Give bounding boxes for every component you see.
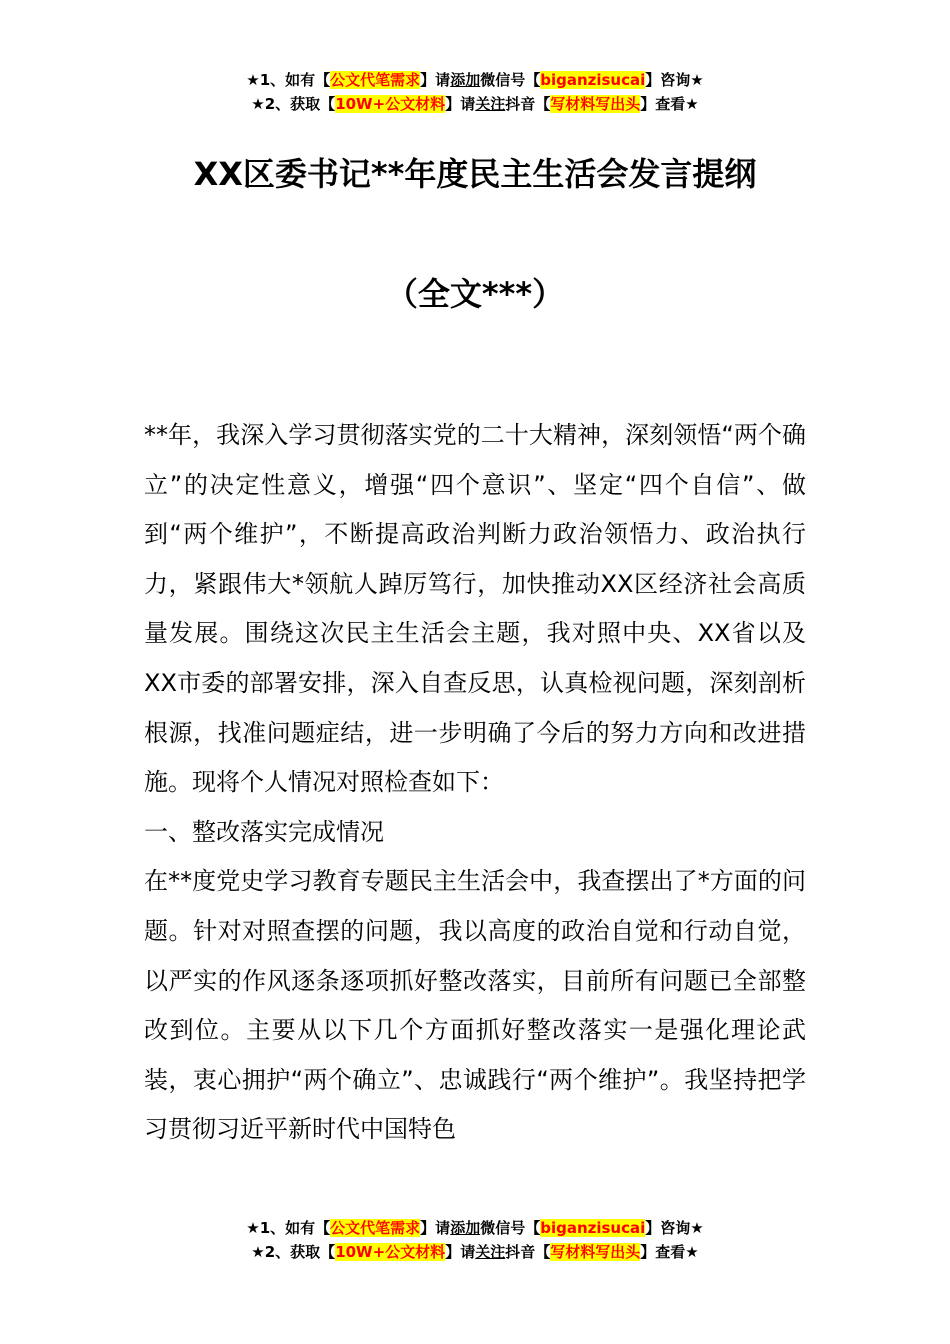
banner-text: 抖音【 (505, 1243, 551, 1261)
banner-text: 微信号【 (480, 1219, 541, 1237)
banner-text: ★2、获取【 (251, 95, 336, 113)
banner-text: 微信号【 (480, 71, 541, 89)
banner-text: 抖音【 (505, 95, 551, 113)
banner-text: 】咨询★ (645, 71, 704, 89)
underlined-text: 关注 (475, 95, 506, 113)
highlight-text: 写材料写出头 (550, 95, 641, 113)
highlight-text: 公文代笔需求 (330, 71, 421, 89)
footer-banner (0, 1216, 950, 1264)
banner-text: 】查看★ (640, 95, 699, 113)
banner-line-1 (0, 1216, 950, 1240)
section-heading: 一、整改落实完成情况 (144, 817, 384, 846)
banner-line-2 (0, 92, 950, 116)
banner-text: 】请 (420, 71, 451, 89)
highlight-text: biganzisucai (540, 71, 646, 89)
banner-text: 】咨询★ (645, 1219, 704, 1237)
highlight-text: biganzisucai (540, 1219, 646, 1237)
underlined-text: 关注 (475, 1243, 506, 1261)
document-subtitle: （全文***） (385, 275, 565, 313)
banner-text: 】请 (445, 1243, 476, 1261)
banner-text: 】请 (420, 1219, 451, 1237)
banner-text: ★1、如有【 (246, 71, 331, 89)
highlight-text: 写材料写出头 (550, 1243, 641, 1261)
banner-line-2 (0, 1240, 950, 1264)
highlight-text: 10W+公文材料 (335, 1243, 446, 1261)
banner-text: 】查看★ (640, 1243, 699, 1261)
banner-text: ★2、获取【 (251, 1243, 336, 1261)
document-title: XX区委书记**年度民主生活会发言提纲 (193, 155, 757, 193)
highlight-text: 公文代笔需求 (330, 1219, 421, 1237)
body-paragraph: **年，我深入学习贯彻落实党的二十大精神，深刻领悟“两个确立”的决定性意义，增强“四个意识”、坚定“四个自信”、做到“两个维护”，不断提高政治判断力政治领悟力、政治执行力，紧跟伟大*领航人踔厉笃行，加快推动XX区经济社会高质量发展。围绕这次民主生活会主题，我对照中央、XX省以及XX市委的部署安排，深入自查反思，认真检视问题，深刻剖析根源，找准问题症结，进一步明确了今后的努力方向和改进措施。现将个人情况对照检查如下： (144, 421, 806, 797)
header-banner (0, 68, 950, 116)
document-body (144, 411, 806, 1155)
banner-line-1 (0, 68, 950, 92)
underlined-text: 添加 (450, 1219, 481, 1237)
highlight-text: 10W+公文材料 (335, 95, 446, 113)
banner-text: 】请 (445, 95, 476, 113)
underlined-text: 添加 (450, 71, 481, 89)
banner-text: ★1、如有【 (246, 1219, 331, 1237)
body-paragraph: 在**度党史学习教育专题民主生活会中，我查摆出了*方面的问题。针对对照查摆的问题，我以高度的政治自觉和行动自觉，以严实的作风逐条逐项抓好整改落实，目前所有问题已全部整改到位。主要从以下几个方面抓好整改落实一是强化理论武装，衷心拥护“两个确立”、忠诚践行“两个维护”。我坚持把学习贯彻习近平新时代中国特色 (144, 867, 806, 1144)
